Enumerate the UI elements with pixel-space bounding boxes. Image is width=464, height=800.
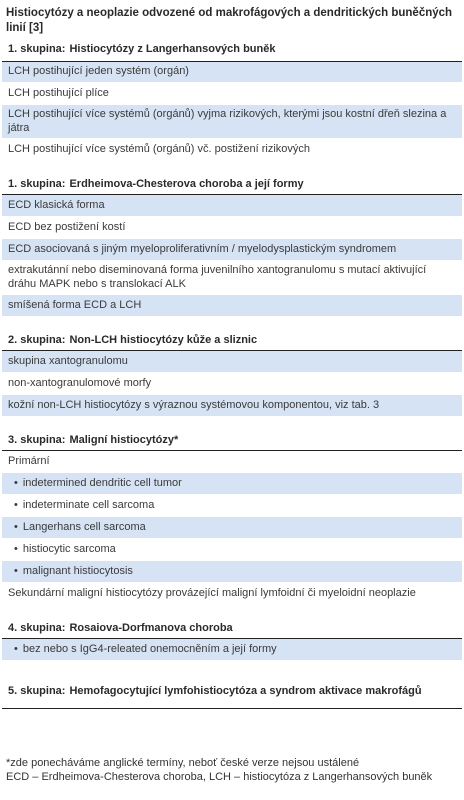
group-name: Maligní histiocytózy* <box>69 433 179 446</box>
list-item <box>2 495 462 517</box>
list-item <box>2 539 462 561</box>
bullet-icon: • <box>14 520 18 533</box>
bullet-icon: • <box>14 642 18 655</box>
group-number: 3. skupina: <box>8 433 66 446</box>
table-row: skupina xantogranulomu <box>2 351 462 373</box>
list-item-label: Langerhans cell sarcoma <box>22 520 146 533</box>
bullet-icon: • <box>14 498 18 511</box>
group-header <box>2 675 462 709</box>
bullet-icon: • <box>14 476 18 489</box>
table-row: Primární <box>2 451 462 473</box>
group-header <box>2 39 462 61</box>
list-item <box>2 517 462 539</box>
list-item-label: malignant histiocytosis <box>22 564 133 577</box>
bullet-icon: • <box>14 564 18 577</box>
group-name: Hemofagocytující lymfohistiocytóza a syndrom aktivace makrofágů <box>69 684 422 697</box>
group-name: Histiocytózy z Langerhansových buněk <box>69 42 276 55</box>
table-row: LCH postihující více systémů (orgánů) vč. postižení rizikových <box>2 139 462 161</box>
group-header <box>2 619 462 639</box>
table-row: smíšená forma ECD a LCH <box>2 295 462 317</box>
footnotes <box>6 756 462 784</box>
table-row: non-xantogranulomové morfy <box>2 373 462 395</box>
spacer <box>2 661 462 675</box>
group-header <box>2 175 462 195</box>
group-name: Rosaiova-Dorfmanova choroba <box>69 621 233 634</box>
table-title: Histiocytózy a neoplazie odvozené od makrofágových a dendritických buněčných linií [3] <box>6 7 453 34</box>
footnote: ECD – Erdheimova-Chesterova choroba, LCH – histiocytóza z Langerhansových buněk <box>6 771 433 783</box>
group-number: 2. skupina: <box>8 333 66 346</box>
spacer <box>2 605 462 619</box>
footnote: *zde ponecháváme anglické termíny, neboť české verze nejsou ustálené <box>6 757 360 769</box>
classification-table <box>2 39 462 709</box>
table-row: kožní non-LCH histiocytózy s výraznou systémovou komponentou, viz tab. 3 <box>2 395 462 417</box>
list-item-label: indetermined dendritic cell tumor <box>22 476 182 489</box>
table-row: LCH postihující jeden systém (orgán) <box>2 61 462 83</box>
spacer <box>2 417 462 431</box>
group-name: Erdheimova-Chesterova choroba a její formy <box>69 177 304 190</box>
table-row: LCH postihující více systémů (orgánů) vyjma rizikových, kterými jsou kostní dřeň slezina a játra <box>2 105 462 139</box>
list-item-label: indeterminate cell sarcoma <box>22 498 155 511</box>
group-name: Non-LCH histiocytózy kůže a sliznic <box>69 333 258 346</box>
table-row: ECD klasická forma <box>2 195 462 217</box>
table-row: ECD asociovaná s jiným myeloproliferativním / myelodysplastickým syndromem <box>2 239 462 261</box>
bullet-icon: • <box>14 542 18 555</box>
list-item <box>2 473 462 495</box>
spacer <box>2 317 462 331</box>
group-header <box>2 431 462 451</box>
list-item-label: histiocytic sarcoma <box>22 542 116 555</box>
list-item <box>2 561 462 583</box>
group-header <box>2 331 462 351</box>
group-number: 1. skupina: <box>8 42 66 55</box>
table-row: Sekundární maligní histiocytózy provázející maligní lymfoidní či myeloidní neoplazie <box>2 583 462 605</box>
list-item-label: bez nebo s IgG4-releated onemocněním a její formy <box>22 642 277 655</box>
table-row: LCH postihující plíce <box>2 83 462 105</box>
table-row: extrakutánní nebo diseminovaná forma juvenilního xantogranulomu s mutací aktivující dráhu MAPK nebo s translokací ALK <box>2 261 462 295</box>
group-number: 5. skupina: <box>8 684 66 697</box>
spacer <box>2 161 462 175</box>
group-number: 4. skupina: <box>8 621 66 634</box>
group-number: 1. skupina: <box>8 177 66 190</box>
table-row: ECD bez postižení kostí <box>2 217 462 239</box>
list-item <box>2 639 462 661</box>
